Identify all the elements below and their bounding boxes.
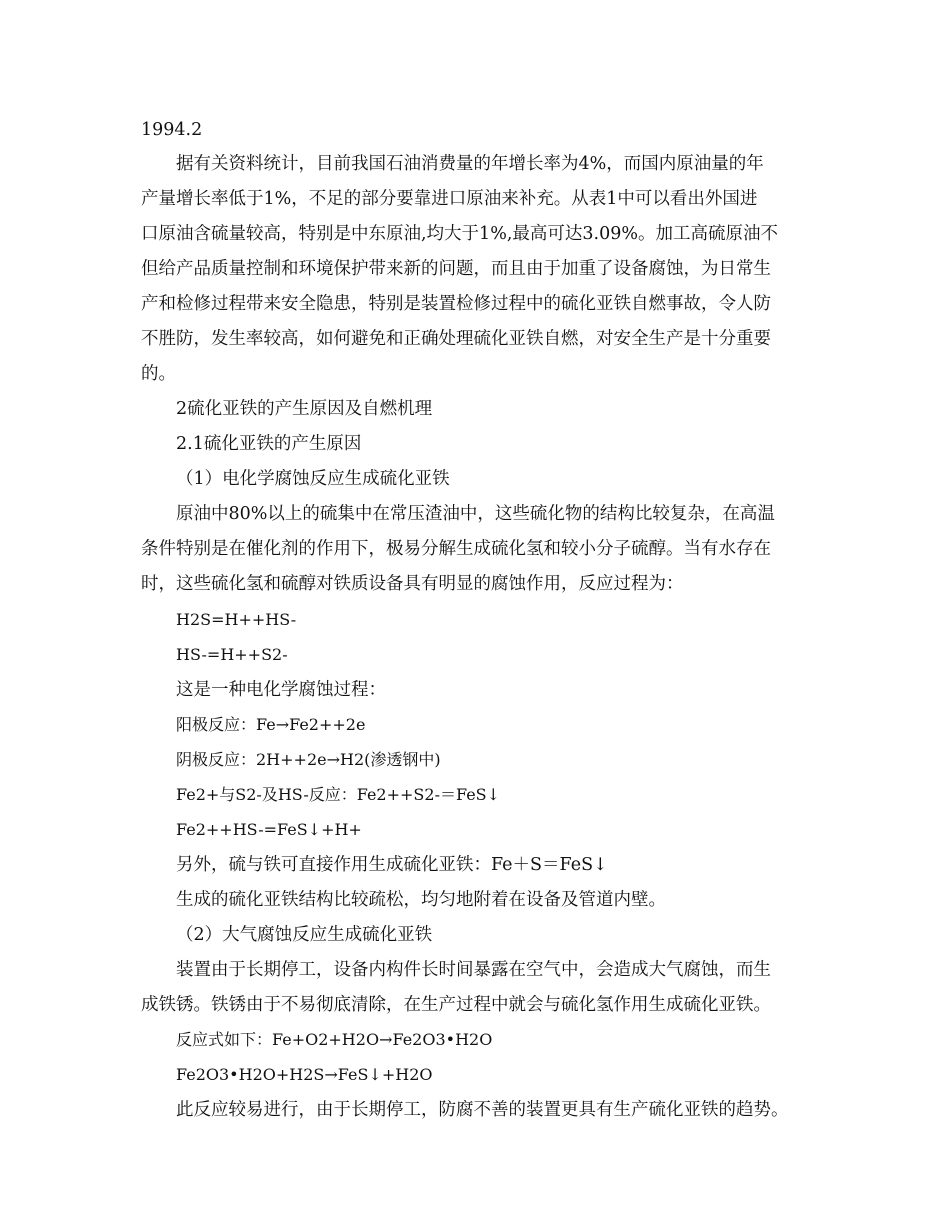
paragraph-line: 不胜防，发生率较高，如何避免和正确处理硫化亚铁自燃，对安全生产是十分重要 — [141, 329, 771, 349]
paragraph-line: 但给产品质量控制和环境保护带来新的问题，而且由于加重了设备腐蚀，为日常生 — [141, 259, 771, 279]
paragraph-line: 条件特别是在催化剂的作用下，极易分解生成硫化氢和较小分子硫醇。当有水存在 — [141, 539, 771, 559]
section-heading: 2硫化亚铁的产生原因及自燃机理 — [176, 399, 433, 419]
paragraph-line: 此反应较易进行，由于长期停工，防腐不善的装置更具有生产硫化亚铁的趋势。 — [176, 1100, 789, 1120]
paragraph-line: 另外，硫与铁可直接作用生成硫化亚铁：Fe＋S＝FeS↓ — [176, 855, 608, 875]
equation-line: 阴极反应：2H++2e→H2(渗透钢中) — [176, 750, 441, 769]
paragraph-line: 这是一种电化学腐蚀过程： — [176, 680, 386, 700]
equation-line: Fe2O3•H2O+H2S→FeS↓+H2O — [176, 1065, 433, 1084]
paragraph-line: 生成的硫化亚铁结构比较疏松，均匀地附着在设备及管道内壁。 — [176, 890, 666, 910]
paragraph-line: 装置由于长期停工，设备内构件长时间暴露在空气中，会造成大气腐蚀，而生 — [176, 960, 771, 980]
item-heading: （2）大气腐蚀反应生成硫化亚铁 — [176, 925, 433, 945]
subsection-heading: 2.1硫化亚铁的产生原因 — [176, 434, 362, 454]
paragraph-line: 原油中80%以上的硫集中在常压渣油中，这些硫化物的结构比较复杂，在高温 — [176, 504, 775, 524]
equation-line: HS-=H++S2- — [176, 645, 288, 664]
equation-line: 反应式如下：Fe+O2+H2O→Fe2O3•H2O — [176, 1030, 493, 1049]
equation-line: 阳极反应：Fe→Fe2++2e — [176, 715, 366, 734]
equation-line: H2S=H++HS- — [176, 610, 297, 629]
equation-line: Fe2++HS-=FeS↓+H+ — [176, 820, 362, 839]
paragraph-line: 的。 — [141, 364, 176, 384]
date-line: 1994.2 — [141, 120, 203, 140]
paragraph-line: 成铁锈。铁锈由于不易彻底清除，在生产过程中就会与硫化氢作用生成硫化亚铁。 — [141, 995, 771, 1015]
paragraph-line: 口原油含硫量较高，特别是中东原油,均大于1%,最高可达3.09%。加工高硫原油不 — [141, 224, 778, 244]
paragraph-line: 据有关资料统计，目前我国石油消费量的年增长率为4%，而国内原油量的年 — [176, 154, 764, 174]
paragraph-line: 时，这些硫化氢和硫醇对铁质设备具有明显的腐蚀作用，反应过程为： — [141, 574, 684, 594]
item-heading: （1）电化学腐蚀反应生成硫化亚铁 — [176, 469, 450, 489]
equation-line: Fe2+与S2-及HS-反应：Fe2++S2-＝FeS↓ — [176, 785, 501, 804]
paragraph-line: 产和检修过程带来安全隐患，特别是装置检修过程中的硫化亚铁自燃事故，令人防 — [141, 294, 771, 314]
paragraph-line: 产量增长率低于1%，不足的部分要靠进口原油来补充。从表1中可以看出外国进 — [141, 189, 758, 209]
